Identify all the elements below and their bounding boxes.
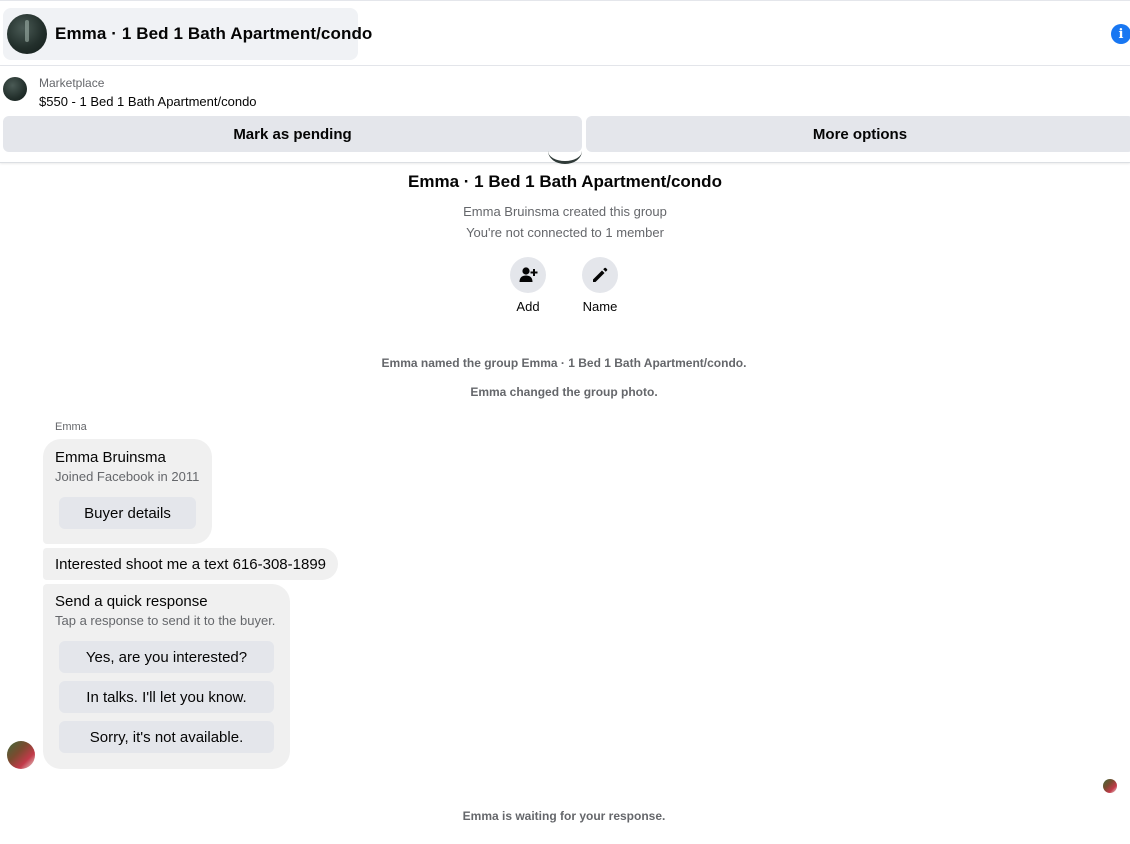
quick-response-yes-button[interactable]: Yes, are you interested? — [59, 641, 274, 673]
conversation-title-button[interactable] — [3, 8, 373, 60]
group-renamed-notice: Emma named the group Emma · 1 Bed 1 Bath Apartment/condo. — [381, 356, 747, 370]
name-group-action[interactable] — [570, 257, 630, 314]
info-icon[interactable]: i — [1111, 24, 1130, 44]
group-avatar — [7, 14, 47, 54]
more-options-button[interactable]: More options — [586, 116, 1130, 152]
buyer-profile-card — [43, 439, 212, 544]
name-label: Name — [582, 299, 618, 314]
group-created-by: Emma Bruinsma created this group — [463, 204, 667, 219]
quick-response-title: Send a quick response — [55, 593, 208, 610]
quick-response-in-talks-button[interactable]: In talks. I'll let you know. — [59, 681, 274, 713]
listing-title[interactable]: $550 - 1 Bed 1 Bath Apartment/condo — [39, 94, 257, 109]
buyer-details-button[interactable]: Buyer details — [59, 497, 196, 529]
group-photo-notice: Emma changed the group photo. — [470, 385, 658, 399]
add-label: Add — [516, 299, 540, 314]
buyer-joined-date: Joined Facebook in 2011 — [55, 469, 200, 484]
add-person-icon[interactable] — [510, 257, 546, 293]
message-sender-name: Emma — [55, 421, 87, 433]
group-photo-edge — [548, 138, 582, 164]
group-name: Emma · 1 Bed 1 Bath Apartment/condo — [408, 172, 722, 191]
waiting-for-response-notice: Emma is waiting for your response. — [462, 809, 666, 823]
buyer-name: Emma Bruinsma — [55, 449, 166, 466]
quick-response-not-available-button[interactable]: Sorry, it's not available. — [59, 721, 274, 753]
sender-avatar[interactable] — [7, 741, 35, 769]
quick-response-subtitle: Tap a response to send it to the buyer. — [55, 613, 276, 628]
mark-as-pending-button[interactable]: Mark as pending — [3, 116, 582, 152]
pencil-icon[interactable] — [582, 257, 618, 293]
add-member-action[interactable] — [498, 257, 558, 314]
listing-thumbnail[interactable] — [3, 77, 27, 101]
conversation-header — [0, 0, 1130, 66]
quick-response-card — [43, 584, 290, 769]
conversation-title: Emma · 1 Bed 1 Bath Apartment/condo — [55, 24, 373, 43]
group-connection-status: You're not connected to 1 member — [466, 225, 664, 240]
marketplace-label: Marketplace — [39, 76, 105, 90]
read-receipt-avatar — [1103, 779, 1117, 793]
message-bubble[interactable]: Interested shoot me a text 616-308-1899 — [43, 548, 338, 580]
